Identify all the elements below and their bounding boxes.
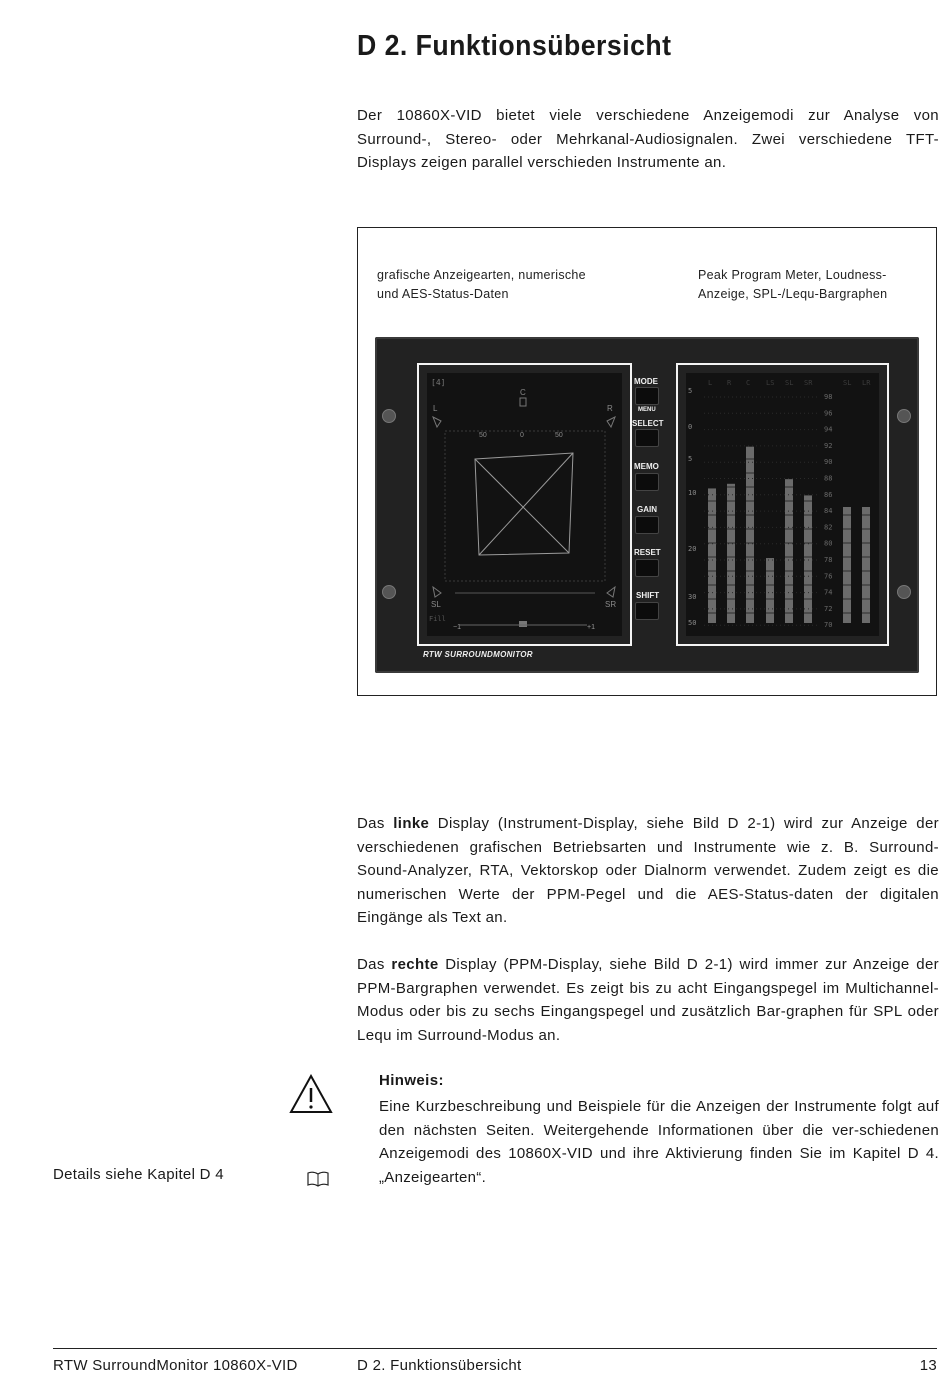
left-channel-label: L	[433, 404, 438, 413]
surround-left-speaker-icon	[433, 587, 441, 597]
select-label: SELECT	[632, 419, 664, 428]
channel-label: C	[746, 379, 751, 387]
level-bar	[708, 488, 716, 623]
surround-left-label: SL	[431, 600, 441, 609]
page-title: D 2. Funktionsübersicht	[357, 30, 672, 62]
select-button[interactable]	[635, 429, 659, 447]
balance-indicator	[519, 621, 527, 627]
ppm-display	[686, 373, 879, 636]
caption-left-line2: und AES-Status-Daten	[377, 287, 509, 301]
analyzer-grid	[445, 431, 605, 581]
right-channel-label: R	[607, 404, 613, 413]
footer-section: D 2. Funktionsübersicht	[357, 1357, 522, 1374]
spl-scale-label: 76	[824, 572, 833, 581]
p2-prefix: Das	[357, 815, 394, 832]
reset-button[interactable]	[635, 559, 659, 577]
center-speaker-icon	[520, 398, 526, 406]
channel-label: SR	[804, 379, 813, 387]
channel-label: L	[708, 379, 713, 387]
surround-right-label: SR	[605, 600, 617, 609]
spl-scale-label: 70	[824, 621, 833, 630]
p3-text: Display (PPM-Display, siehe Bild D 2-1) wird immer zur Anzeige der PPM-Bargraphen verwendet. Es zeigt bis zu acht Eingangspegel im Multichannel-Modus oder bis zu sechs Eingangspegel und zusätzlich Bar-graphen für SPL oder Lequ im Surround-Modus an.	[357, 956, 939, 1044]
shift-label: SHIFT	[636, 591, 660, 600]
scale-label: 50	[555, 432, 563, 439]
channel-label: SL	[843, 379, 852, 387]
channel-label: R	[727, 379, 732, 387]
spl-scale-label: 84	[824, 507, 833, 516]
caption-left	[377, 266, 586, 304]
right-display-paragraph	[357, 953, 939, 1047]
spl-scale-label: 78	[824, 556, 833, 564]
left-display-paragraph	[357, 812, 939, 930]
spl-scale-label: 96	[824, 409, 833, 418]
surround-right-speaker-icon	[607, 587, 615, 597]
level-bar	[843, 507, 851, 623]
ppm-scale-label: 50	[688, 619, 697, 627]
mode-button[interactable]	[635, 387, 659, 405]
screw-icon	[382, 585, 396, 599]
ppm-scale-label: 10	[688, 489, 697, 497]
reset-label: RESET	[634, 548, 661, 557]
ppm-scale-label: 20	[688, 545, 697, 553]
caption-left-line1: grafische Anzeigearten, numerische	[377, 268, 586, 282]
margin-reference: Details siehe Kapitel D 4	[53, 1166, 224, 1183]
memo-label: MEMO	[634, 462, 659, 471]
spl-scale-label: 74	[824, 588, 833, 597]
p2-text: Display (Instrument-Display, siehe Bild D 2-1) wird zur Anzeige der verschiedenen grafischen Betriebsarten und Instrumente wie z. B. Surround-Sound-Analyzer, RTA, Vektorskop oder Dialnorm verwendet. Zudem zeigt es die numerischen Werte der PPM-Pegel und die AES-Status-daten der digitalen Eingänge als Text an.	[357, 815, 939, 926]
device-logo: RTW SURROUNDMONITOR	[423, 650, 533, 659]
memo-button[interactable]	[635, 473, 659, 491]
spl-scale-label: 80	[824, 539, 833, 548]
mode-label: MODE	[634, 377, 658, 386]
shift-button[interactable]	[635, 602, 659, 620]
caption-right-line1: Peak Program Meter, Loudness-	[698, 268, 887, 282]
scale-label: 0	[520, 432, 524, 439]
footer-product: RTW SurroundMonitor 10860X-VID	[53, 1357, 298, 1374]
spl-scale-label: 94	[824, 425, 833, 434]
ppm-scale-label: 5	[688, 455, 693, 463]
warning-triangle-icon	[289, 1074, 333, 1114]
note-title: Hinweis:	[379, 1072, 444, 1089]
surround-analyzer-graphic	[427, 373, 622, 636]
right-screen-highlight	[676, 363, 889, 646]
spl-scale-label: 72	[824, 604, 833, 613]
spl-scale-label: 88	[824, 474, 833, 483]
balance-min-label: −1	[453, 624, 461, 631]
ppm-scale-label: 30	[688, 593, 697, 601]
channel-label: LR	[862, 379, 871, 387]
screw-icon	[897, 585, 911, 599]
surround-monitor-device	[375, 337, 919, 673]
gain-button[interactable]	[635, 516, 659, 534]
p3-prefix: Das	[357, 956, 392, 973]
diagonal-line	[479, 453, 573, 555]
spl-scale-label: 92	[824, 441, 833, 450]
left-screen-highlight	[417, 363, 632, 646]
book-icon	[306, 1170, 330, 1188]
menu-label: MENU	[638, 407, 656, 413]
balance-max-label: +1	[587, 624, 595, 631]
spl-scale-label: 98	[824, 393, 833, 401]
ppm-bargraph-graphic	[686, 373, 879, 636]
ppm-scale-label: 5	[688, 387, 693, 395]
p3-bold: rechte	[391, 956, 439, 973]
channel-label: LS	[766, 379, 775, 387]
note-text: Eine Kurzbeschreibung und Beispiele für die Anzeigen der Instrumente folgt auf den nächsten Seiten. Weitergehende Informationen über die ver-schiedenen Anzeigemodi des 10860X-VID und ihre Aktivierung finden Sie im Kapitel D 4. „Anzeigearten“.	[379, 1098, 939, 1186]
screw-icon	[382, 409, 396, 423]
channel-label: SL	[785, 379, 794, 387]
display-mode-label: [4]	[431, 378, 446, 387]
gain-label: GAIN	[637, 505, 657, 514]
screw-icon	[897, 409, 911, 423]
level-bar	[727, 484, 735, 623]
caption-right	[698, 266, 887, 304]
spl-scale-label: 86	[824, 490, 833, 499]
scale-label: 50	[479, 432, 487, 439]
right-speaker-icon	[607, 417, 615, 427]
fill-label: Fill	[429, 615, 446, 623]
left-speaker-icon	[433, 417, 441, 427]
spl-scale-label: 90	[824, 458, 833, 467]
intro-paragraph: Der 10860X-VID bietet viele verschiedene Anzeigemodi zur Analyse von Surround-, Stereo- oder Mehrkanal-Audiosignalen. Zwei verschiedene TFT-Displays zeigen parallel verschieden Instrumente an.	[357, 107, 939, 171]
instrument-display	[427, 373, 622, 636]
spl-scale-label: 82	[824, 523, 833, 532]
p2-bold: linke	[393, 815, 430, 832]
ppm-scale-label: 0	[688, 423, 693, 431]
page-number: 13	[919, 1357, 937, 1374]
center-channel-label: C	[520, 388, 526, 397]
footer-divider	[53, 1348, 937, 1349]
level-bar	[862, 507, 870, 623]
caption-right-line2: Anzeige, SPL-/Lequ-Bargraphen	[698, 287, 888, 301]
